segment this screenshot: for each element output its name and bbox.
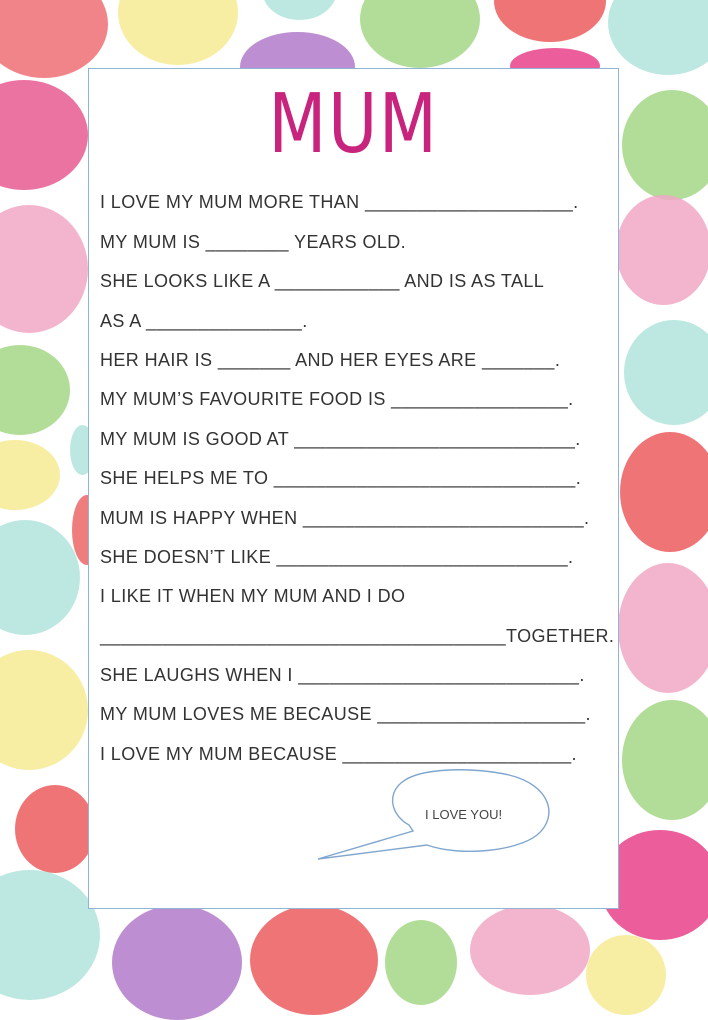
dot <box>622 700 708 820</box>
prompt-line: MUM IS HAPPY WHEN ___________________________. <box>100 508 590 528</box>
prompt-line: MY MUM IS GOOD AT ___________________________. <box>100 429 581 449</box>
dot <box>608 0 708 75</box>
dot <box>0 440 60 510</box>
prompt-line: I LOVE MY MUM MORE THAN ____________________. <box>100 192 579 212</box>
dot <box>385 920 457 1005</box>
speech-bubble-text: I LOVE YOU! <box>425 807 503 822</box>
dot <box>0 520 80 635</box>
dot <box>470 905 590 995</box>
prompt-line: AS A _______________. <box>100 311 308 331</box>
dot <box>0 80 88 190</box>
prompt-line: _______________________________________TOGETHER. <box>100 626 615 646</box>
worksheet-card <box>88 68 619 909</box>
prompt-line: SHE DOESN’T LIKE ____________________________. <box>100 547 574 567</box>
prompt-line: SHE HELPS ME TO _____________________________. <box>100 468 582 488</box>
dot <box>616 195 708 305</box>
dot <box>112 905 242 1020</box>
dot <box>0 870 100 1000</box>
dot <box>15 785 95 873</box>
dot <box>0 650 88 770</box>
speech-bubble <box>89 69 620 910</box>
page-title: MUM <box>268 77 439 172</box>
prompt-line: HER HAIR IS _______ AND HER EYES ARE _______. <box>100 350 561 370</box>
prompt-line: SHE LAUGHS WHEN I ___________________________. <box>100 665 585 685</box>
dot <box>624 320 708 425</box>
dot <box>360 0 480 68</box>
prompt-line: MY MUM LOVES ME BECAUSE ____________________. <box>100 704 591 724</box>
dot <box>0 0 108 78</box>
dot <box>0 205 88 333</box>
dot <box>622 90 708 200</box>
dot <box>250 905 378 1015</box>
dot <box>262 0 337 20</box>
prompt-line: MY MUM’S FAVOURITE FOOD IS _________________. <box>100 389 574 409</box>
prompt-line: I LOVE MY MUM BECAUSE ______________________. <box>100 744 577 764</box>
prompt-line: I LIKE IT WHEN MY MUM AND I DO <box>100 586 406 606</box>
dot <box>618 563 708 693</box>
dot <box>118 0 238 65</box>
dot <box>494 0 606 42</box>
dot <box>586 935 666 1015</box>
prompt-line: SHE LOOKS LIKE A ____________ AND IS AS TALL <box>100 271 545 291</box>
dot <box>620 432 708 552</box>
prompt-line: MY MUM IS ________ YEARS OLD. <box>100 232 407 252</box>
dot <box>0 345 70 435</box>
